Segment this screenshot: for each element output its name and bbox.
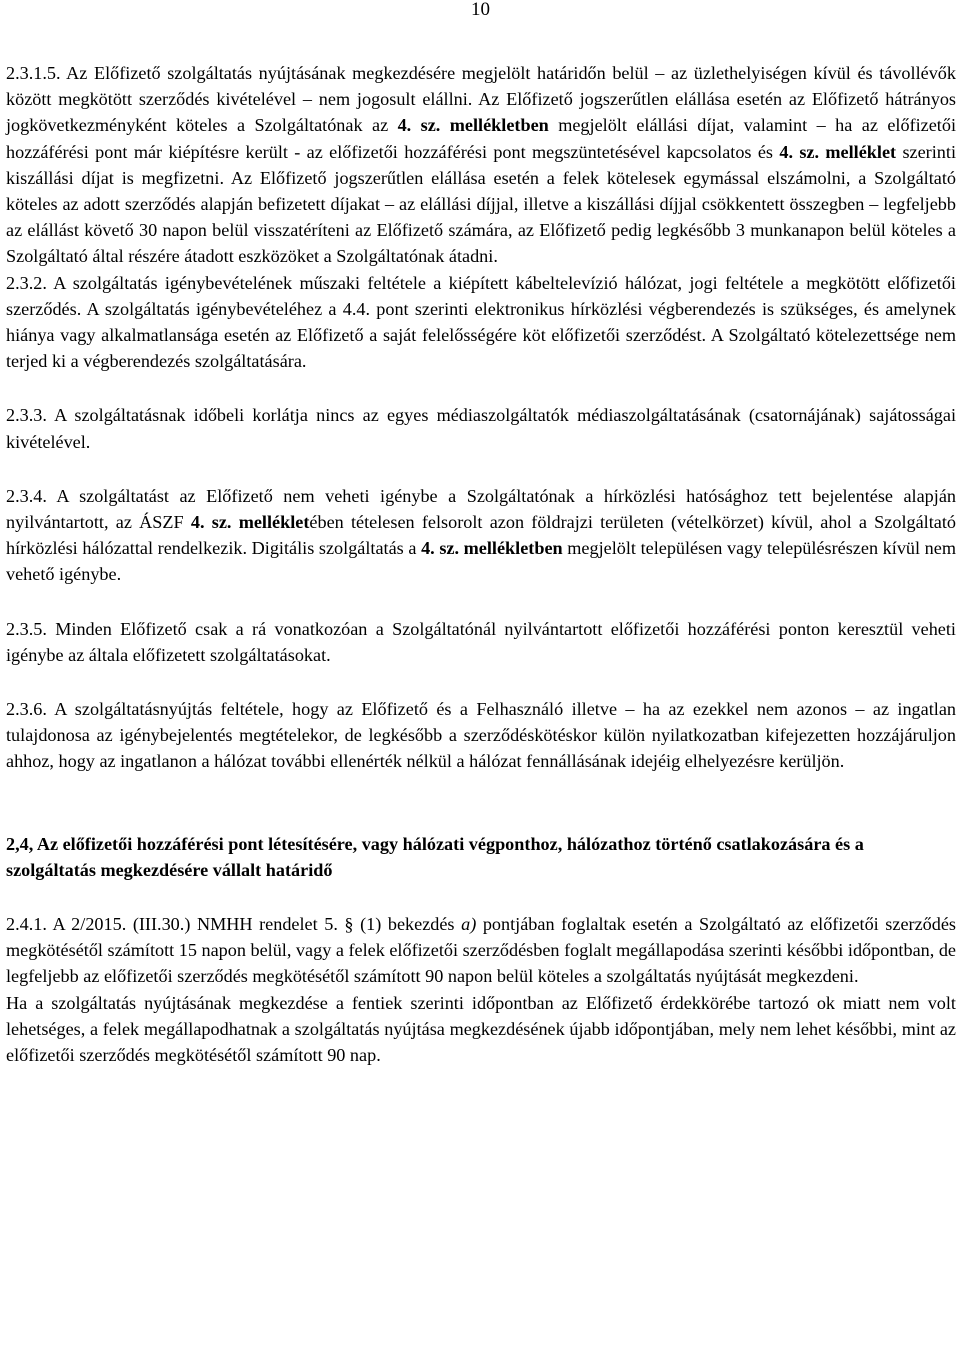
paragraph-2-4-1: 2.4.1. A 2/2015. (III.30.) NMHH rendelet 5. § (1) bekezdés a) pontjában foglaltak esetén a Szolgáltató az előfizetői szerződés megkötésétől számított 15 napon belül, vagy a felek előfizetői szerződésben foglalt megállapodása szerinti későbbi időpontban, de legfeljebb az előfizetői szerződés megkötésétől számított 90 napon belül köteles a szolgáltatás nyújtását megkezdeni.: [6, 914, 957, 987]
bold-reference: 4. sz. mellékletben: [421, 538, 563, 559]
document-body: [6, 60, 956, 1068]
bold-reference: 4. sz. melléklet: [190, 512, 310, 533]
paragraph-2-3-5: 2.3.5. Minden Előfizető csak a rá vonatkozóan a Szolgáltatónál nyilvántartott előfizetői hozzáférési ponton keresztül veheti igénybe az általa előfizetett szolgáltatásokat.: [6, 618, 956, 665]
bold-reference: 4. sz. mellékletben: [397, 115, 549, 136]
paragraph-2-4-1-continued: Ha a szolgáltatás nyújtásának megkezdése a fentiek szerinti időpontban az Előfizető érdekkörébe tartozó ok miatt nem volt lehetséges, a felek megállapodhatnak a szolgáltatás nyújtása megkezdésének újabb időpontjában, mely nem lehet későbbi, mint az előfizetői szerződés megkötésétől számított 90 nap.: [6, 992, 956, 1066]
page-number: 10: [471, 0, 490, 20]
paragraph-2-3-6: 2.3.6. A szolgáltatásnyújtás feltétele, hogy az Előfizető és a Felhasználó illetve – ha az ezekkel nem azonos – az ingatlan tulajdonosa az igénybejelentés megtételekor, de legkésőbb a szerződéskötéskor külön nyilatkozatban kifejezetten hozzájáruljon ahhoz, hogy az ingatlanon a hálózat további ellenérték nélkül a hálózat fennállásának idejéig elhelyezésre kerüljön.: [6, 699, 956, 772]
paragraph-2-3-4: 2.3.4. A szolgáltatást az Előfizető nem veheti igénybe a Szolgáltatónak a hírközlési hatósághoz tett bejelentése alapján nyilvántartott, az ÁSZF 4. sz. mellékletében tételesen felsorolt azon földrajzi területen (vételkörzet) kívül, ahol a Szolgáltató hírközlési hálózattal rendelkezik. Digitális szolgáltatás a 4. sz. mellékletben megjelölt településen vagy településrészen kívül nem vehető igénybe.: [6, 485, 957, 585]
paragraph-2-3-1-5: 2.3.1.5. Az Előfizető szolgáltatás nyújtásának megkezdésére megjelölt határidőn belül – az üzlethelyiségen kívül és távollévők között megkötött szerződés kivételével – nem jogosult elállni. Az Előfizető jogszerűtlen elállása esetén az Előfizető hátrányos jogkövetkezményként köteles a Szolgáltatónak az 4. sz. mellékletben megjelölt elállási díjat, valamint – ha az előfizetői hozzáférési pont már kiépítésre került - az előfizetői hozzáférési pont megszüntetésével kapcsolatos és 4. sz. melléklet szerinti kiszállási díjat is megfizetni. Az Előfizető jogszerűtlen elállása esetén a felek kötelesek egymással elszámolni, a Szolgáltató köteles az adott szerződés alapján befizetett díjakat – az elállási díjjal, illetve a kiszállási díjjal csökkentett összegben – legfeljebb az elállást követő 30 napon belül visszatéríteni az Előfizető számára, az Előfizető pedig legkésőbb 3 munkanapon belül köteles a Szolgáltató által részére átadott eszközöket a Szolgáltatónak átadni.: [6, 63, 956, 267]
bold-reference: 4. sz. melléklet: [779, 141, 897, 162]
paragraph-2-3-2: 2.3.2. A szolgáltatás igénybevételének műszaki feltétele a kiépített kábeltelevízió hálózat, jogi feltétele a megkötött előfizetői szerződés. A szolgáltatás igénybevételéhez a 4.4. pont szerinti elektronikus hírközlési végberendezés is szükséges, és amelynek hiánya vagy alkalmatlansága esetén az Előfizető a saját felelősségére köt előfizetői szerződést. A Szolgáltató kötelezettsége nem terjed ki a végberendezés szolgáltatására.: [6, 272, 956, 372]
section-heading-2-4: 2,4, Az előfizetői hozzáférési pont létesítésére, vagy hálózati végponthoz, hálózathoz történő csatlakozására és a szolgáltatás megkezdésére vállalt határidő: [6, 833, 864, 880]
paragraph-2-3-3: 2.3.3. A szolgáltatásnak időbeli korlátja nincs az egyes médiaszolgáltatók médiaszolgáltatásának (csatornájának) sajátosságai kivételével.: [6, 405, 956, 452]
italic-reference: a): [461, 914, 477, 935]
